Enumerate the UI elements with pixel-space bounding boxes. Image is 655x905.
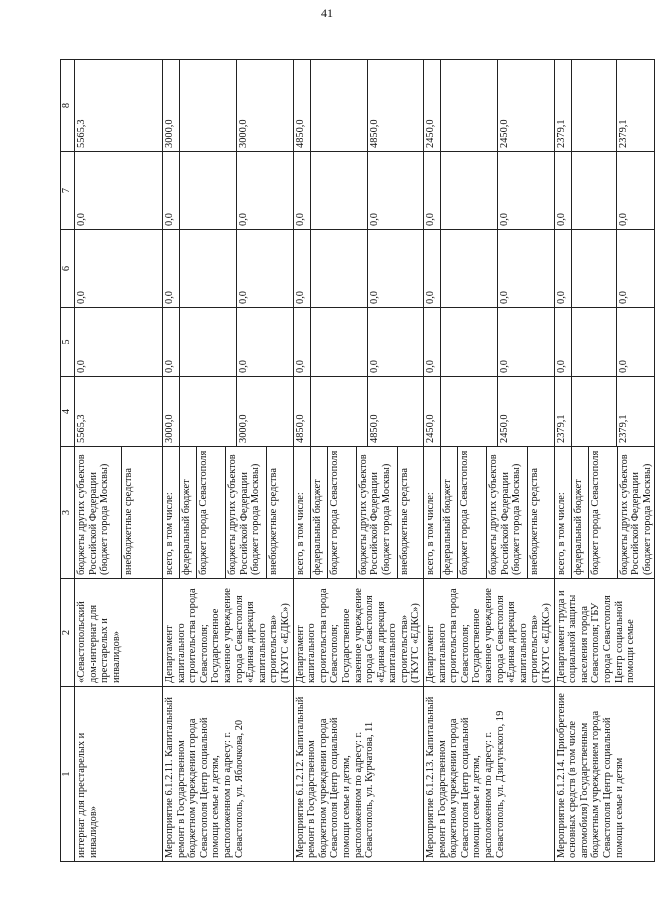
value-cell: 4850,0 4850,0 [293, 60, 424, 152]
header-cell: 7 [61, 152, 75, 230]
page-number: 41 [321, 6, 333, 20]
source-line: бюджет города Севастополя [197, 447, 226, 578]
value-cell: 4850,0 4850,0 [293, 377, 424, 447]
executor-cell: Департамент капитального строительства города Севастополя; Государственное казенное учреждение города Севастополя «Единая дирекция капитального строительства» (ГКУГС «ЕДКС») [293, 579, 424, 687]
value-cell: 0,0 0,0 [424, 230, 555, 308]
value-cell: 0,0 0,0 [554, 230, 655, 308]
header-cell: 8 [61, 60, 75, 152]
table-row [75, 60, 163, 862]
value-cell: 0,0 0,0 [554, 152, 655, 230]
header-row [61, 60, 75, 862]
measure-cell: Мероприятие 6.1.2.14. Приобретение основных средств (в том числе автомобиля) Государственным бюджетным учреждением города Севастополя Центр социальной помощи семье и детям [554, 687, 655, 862]
source-line: бюджеты других субъектов Российской Федерации (бюджет города Москвы) [75, 447, 122, 578]
source-cell [554, 447, 655, 579]
value-cell: 3000,0 3000,0 [163, 60, 294, 152]
value-cell: 0,0 0,0 [554, 308, 655, 377]
value-cell: 2450,0 2450,0 [424, 60, 555, 152]
header-cell: 1 [61, 687, 75, 862]
table-row [293, 60, 424, 862]
measure-cell: Мероприятие 6.1.2.11. Капитальный ремонт в Государственном бюджетном учреждении города Севастополя Центр социальной помощи семье и детям, расположенном по адресу: г. Севастополь, ул. Яблочкова, 20 [163, 687, 294, 862]
source-line: бюджеты других субъектов Российской Федерации (бюджет города Москвы) [357, 447, 398, 578]
source-line: внебюджетные средства [123, 468, 134, 575]
source-line: бюджет города Севастополя [328, 447, 357, 578]
budget-table [60, 59, 655, 862]
value-cell: 2450,0 2450,0 [424, 377, 555, 447]
source-line: внебюджетные средства [398, 468, 410, 575]
value-cell: 0,0 0,0 [163, 308, 294, 377]
source-cell [293, 447, 424, 579]
value-cell: 0,0 0,0 [163, 152, 294, 230]
source-line: всего, в том числе: [294, 447, 311, 578]
measure-cell: Мероприятие 6.1.2.13. Капитальный ремонт в Государственном бюджетном учреждении города Севастополя Центр социальной помощи семье и детям, расположенном по адресу: г. Севастополь, ул. Дзигунского, 19 [424, 687, 555, 862]
source-line: бюджеты других субъектов Российской Федерации (бюджет города Москвы) [618, 454, 653, 575]
source-line: федеральный бюджет [572, 447, 589, 578]
value-cell: 5565,3 [75, 60, 163, 152]
header-cell: 4 [61, 377, 75, 447]
value-cell: 2379,1 2379,1 [554, 377, 655, 447]
rotated-table-container [60, 60, 653, 862]
source-cell [75, 447, 163, 579]
source-line: федеральный бюджет [311, 447, 328, 578]
measure-cell: Мероприятие 6.1.2.12. Капитальный ремонт в Государственном бюджетном учреждении города Севастополя Центр социальной помощи семье и детям, расположенном по адресу: г. Севастополь, ул. Курчатова, 11 [293, 687, 424, 862]
executor-cell: Департамент капитального строительства города Севастополя; Государственное казенное учреждение города Севастополя «Единая дирекция капитального строительства» (ГКУГС «ЕДКС») [163, 579, 294, 687]
value-cell: 0,0 [75, 152, 163, 230]
table-row [163, 60, 294, 862]
value-cell: 0,0 0,0 [293, 230, 424, 308]
value-cell: 2379,1 2379,1 [554, 60, 655, 152]
value-cell: 0,0 0,0 [293, 308, 424, 377]
measure-cell: интернат для престарелых и инвалидов» [75, 687, 163, 862]
source-line: всего, в том числе: [163, 447, 180, 578]
value-cell: 0,0 [75, 230, 163, 308]
value-cell: 0,0 0,0 [293, 152, 424, 230]
value-cell: 5565,3 [75, 377, 163, 447]
table-row [424, 60, 555, 862]
value-cell: 0,0 [75, 308, 163, 377]
executor-cell: «Севастопольский дом-интернат для престарелых и инвалидов» [75, 579, 163, 687]
source-line: федеральный бюджет [180, 447, 197, 578]
header-cell: 6 [61, 230, 75, 308]
executor-cell: Департамент труда и социальной защиты населения города Севастополя; ГБУ города Севастополя Центр социальной помощи семье [554, 579, 655, 687]
header-cell: 3 [61, 447, 75, 579]
source-line: бюджет города Севастополя [458, 447, 487, 578]
executor-cell: Департамент капитального строительства города Севастополя; Государственное казенное учреждение города Севастополя «Единая дирекция капитального строительства» (ГКУГС «ЕДКС») [424, 579, 555, 687]
value-cell: 0,0 0,0 [424, 308, 555, 377]
source-line: бюджеты других субъектов Российской Федерации (бюджет города Москвы) [487, 447, 528, 578]
source-cell [163, 447, 294, 579]
source-cell [424, 447, 555, 579]
source-line: бюджет города Севастополя [589, 447, 618, 578]
value-cell: 0,0 0,0 [424, 152, 555, 230]
table-row [554, 60, 655, 862]
source-line: всего, в том числе: [424, 447, 441, 578]
source-line: внебюджетные средства [529, 468, 541, 575]
source-line: федеральный бюджет [441, 447, 458, 578]
header-cell: 5 [61, 308, 75, 377]
source-line: всего, в том числе: [555, 447, 572, 578]
source-line: бюджеты других субъектов Российской Федерации (бюджет города Москвы) [226, 447, 267, 578]
value-cell: 0,0 0,0 [163, 230, 294, 308]
value-cell: 3000,0 3000,0 [163, 377, 294, 447]
source-line: внебюджетные средства [268, 468, 279, 575]
header-cell: 2 [61, 579, 75, 687]
